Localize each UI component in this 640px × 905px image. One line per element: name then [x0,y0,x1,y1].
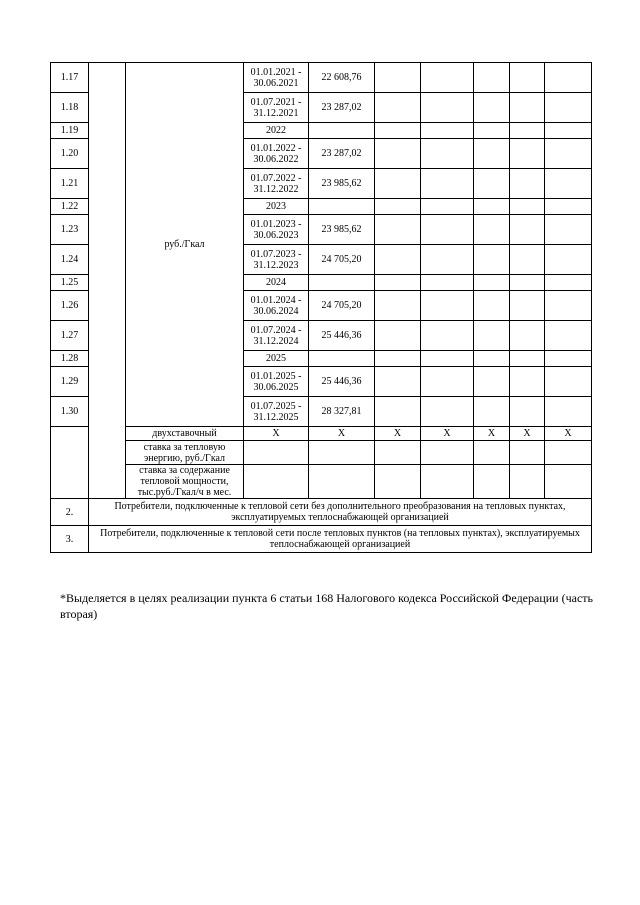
empty-cell [545,93,592,123]
empty-cell [375,321,421,351]
empty-cell [421,351,474,367]
period-cell: 01.07.2024 - 31.12.2024 [244,321,309,351]
tariff-value [309,275,375,291]
empty-cell [545,441,592,465]
empty-cell [421,321,474,351]
period-cell: 01.01.2025 - 30.06.2025 [244,367,309,397]
empty-cell [545,169,592,199]
empty-cell [375,123,421,139]
empty-cell [474,169,510,199]
row-number: 1.17 [51,63,89,93]
energy-rate-label: ставка за тепловую энергию, руб./Гкал [126,441,244,465]
row-number: 1.22 [51,199,89,215]
table-row [51,441,592,465]
empty-cell [510,397,545,427]
empty-cell [474,441,510,465]
unit-label: руб./Гкал [126,63,244,427]
tariff-value [309,199,375,215]
x-mark: X [421,427,474,441]
empty-cell [375,465,421,499]
empty-cell [421,63,474,93]
empty-cell [375,169,421,199]
empty-cell [474,63,510,93]
consumer-text: Потребители, подключенные к тепловой сети без дополнительного преобразования на тепловых пунктах, эксплуатируемых теплоснабжающей организацией [89,499,592,526]
empty-cell [375,441,421,465]
empty-cell [421,169,474,199]
empty-cell [510,275,545,291]
tariff-value: 25 446,36 [309,367,375,397]
empty-cell [545,321,592,351]
empty-cell [545,351,592,367]
row-number: 1.18 [51,93,89,123]
empty-cell [474,367,510,397]
consumer-row [51,526,592,553]
empty-cell [510,465,545,499]
row-number: 1.27 [51,321,89,351]
empty-cell [510,215,545,245]
x-mark: X [309,427,375,441]
table-row [51,427,592,441]
empty-cell [421,245,474,275]
tariff-value: 25 446,36 [309,321,375,351]
empty-cell [375,367,421,397]
tariff-value: 24 705,20 [309,245,375,275]
empty-cell [545,275,592,291]
empty-cell [421,93,474,123]
row-number: 1.21 [51,169,89,199]
empty-cell [375,139,421,169]
period-cell: 2022 [244,123,309,139]
row-number-empty [51,427,89,499]
empty-cell [421,215,474,245]
empty-cell [421,139,474,169]
period-cell: 01.07.2021 - 31.12.2021 [244,93,309,123]
empty-cell [510,199,545,215]
tariff-value: 24 705,20 [309,291,375,321]
empty-cell [510,63,545,93]
empty-cell [244,441,309,465]
period-cell: 01.01.2023 - 30.06.2023 [244,215,309,245]
capacity-rate-label: ставка за содержание тепловой мощности, тыс.руб./Гкал/ч в мес. [126,465,244,499]
row-number: 1.23 [51,215,89,245]
empty-cell [474,397,510,427]
empty-cell [510,367,545,397]
empty-cell [510,123,545,139]
empty-cell [545,367,592,397]
empty-cell [421,291,474,321]
empty-cell [510,139,545,169]
empty-cell [421,275,474,291]
blank-cell [89,63,126,499]
empty-cell [474,275,510,291]
empty-cell [545,199,592,215]
table-row [51,465,592,499]
tariff-value: 23 287,02 [309,93,375,123]
period-cell: 01.01.2021 - 30.06.2021 [244,63,309,93]
empty-cell [510,321,545,351]
empty-cell [510,169,545,199]
empty-cell [421,199,474,215]
row-number: 2. [51,499,89,526]
empty-cell [375,351,421,367]
empty-cell [545,397,592,427]
empty-cell [545,465,592,499]
empty-cell [545,215,592,245]
empty-cell [510,441,545,465]
tariff-table [50,62,592,553]
empty-cell [474,93,510,123]
empty-cell [375,93,421,123]
empty-cell [474,215,510,245]
row-number: 1.26 [51,291,89,321]
x-mark: X [474,427,510,441]
row-number: 1.25 [51,275,89,291]
empty-cell [375,63,421,93]
empty-cell [375,291,421,321]
period-cell: 2023 [244,199,309,215]
period-cell: 2025 [244,351,309,367]
table-row [51,63,592,93]
tariff-value: 28 327,81 [309,397,375,427]
empty-cell [545,63,592,93]
empty-cell [421,397,474,427]
empty-cell [474,245,510,275]
row-number: 1.24 [51,245,89,275]
x-mark: X [375,427,421,441]
period-cell: 01.07.2023 - 31.12.2023 [244,245,309,275]
empty-cell [421,123,474,139]
tariff-value: 23 985,62 [309,169,375,199]
empty-cell [309,465,375,499]
empty-cell [474,321,510,351]
x-mark: X [545,427,592,441]
period-cell: 01.01.2022 - 30.06.2022 [244,139,309,169]
empty-cell [474,291,510,321]
empty-cell [474,351,510,367]
empty-cell [474,199,510,215]
tariff-value: 23 287,02 [309,139,375,169]
empty-cell [545,123,592,139]
empty-cell [375,275,421,291]
empty-cell [474,139,510,169]
empty-cell [474,123,510,139]
row-number: 1.28 [51,351,89,367]
period-cell: 01.01.2024 - 30.06.2024 [244,291,309,321]
footnote: *Выделяется в целях реализации пункта 6 статьи 168 Налогового кодекса Российской Федерации (часть вторая) [60,591,594,621]
tariff-value [309,123,375,139]
x-mark: X [510,427,545,441]
empty-cell [510,245,545,275]
row-number: 1.29 [51,367,89,397]
row-number: 1.30 [51,397,89,427]
empty-cell [375,199,421,215]
empty-cell [545,291,592,321]
empty-cell [510,93,545,123]
empty-cell [244,465,309,499]
empty-cell [375,397,421,427]
period-cell: 01.07.2022 - 31.12.2022 [244,169,309,199]
period-cell: 01.07.2025 - 31.12.2025 [244,397,309,427]
empty-cell [510,291,545,321]
x-mark: X [244,427,309,441]
empty-cell [474,465,510,499]
consumer-text: Потребители, подключенные к тепловой сети после тепловых пунктов (на тепловых пунктах), эксплуатируемых теплоснабжающей организацией [89,526,592,553]
empty-cell [545,245,592,275]
period-cell: 2024 [244,275,309,291]
row-number: 3. [51,526,89,553]
tariff-value: 23 985,62 [309,215,375,245]
empty-cell [421,441,474,465]
empty-cell [510,351,545,367]
empty-cell [309,441,375,465]
two-part-label: двухставочный [126,427,244,441]
empty-cell [421,367,474,397]
empty-cell [375,215,421,245]
empty-cell [375,245,421,275]
row-number: 1.19 [51,123,89,139]
empty-cell [421,465,474,499]
consumer-row [51,499,592,526]
tariff-value: 22 608,76 [309,63,375,93]
row-number: 1.20 [51,139,89,169]
empty-cell [545,139,592,169]
tariff-value [309,351,375,367]
